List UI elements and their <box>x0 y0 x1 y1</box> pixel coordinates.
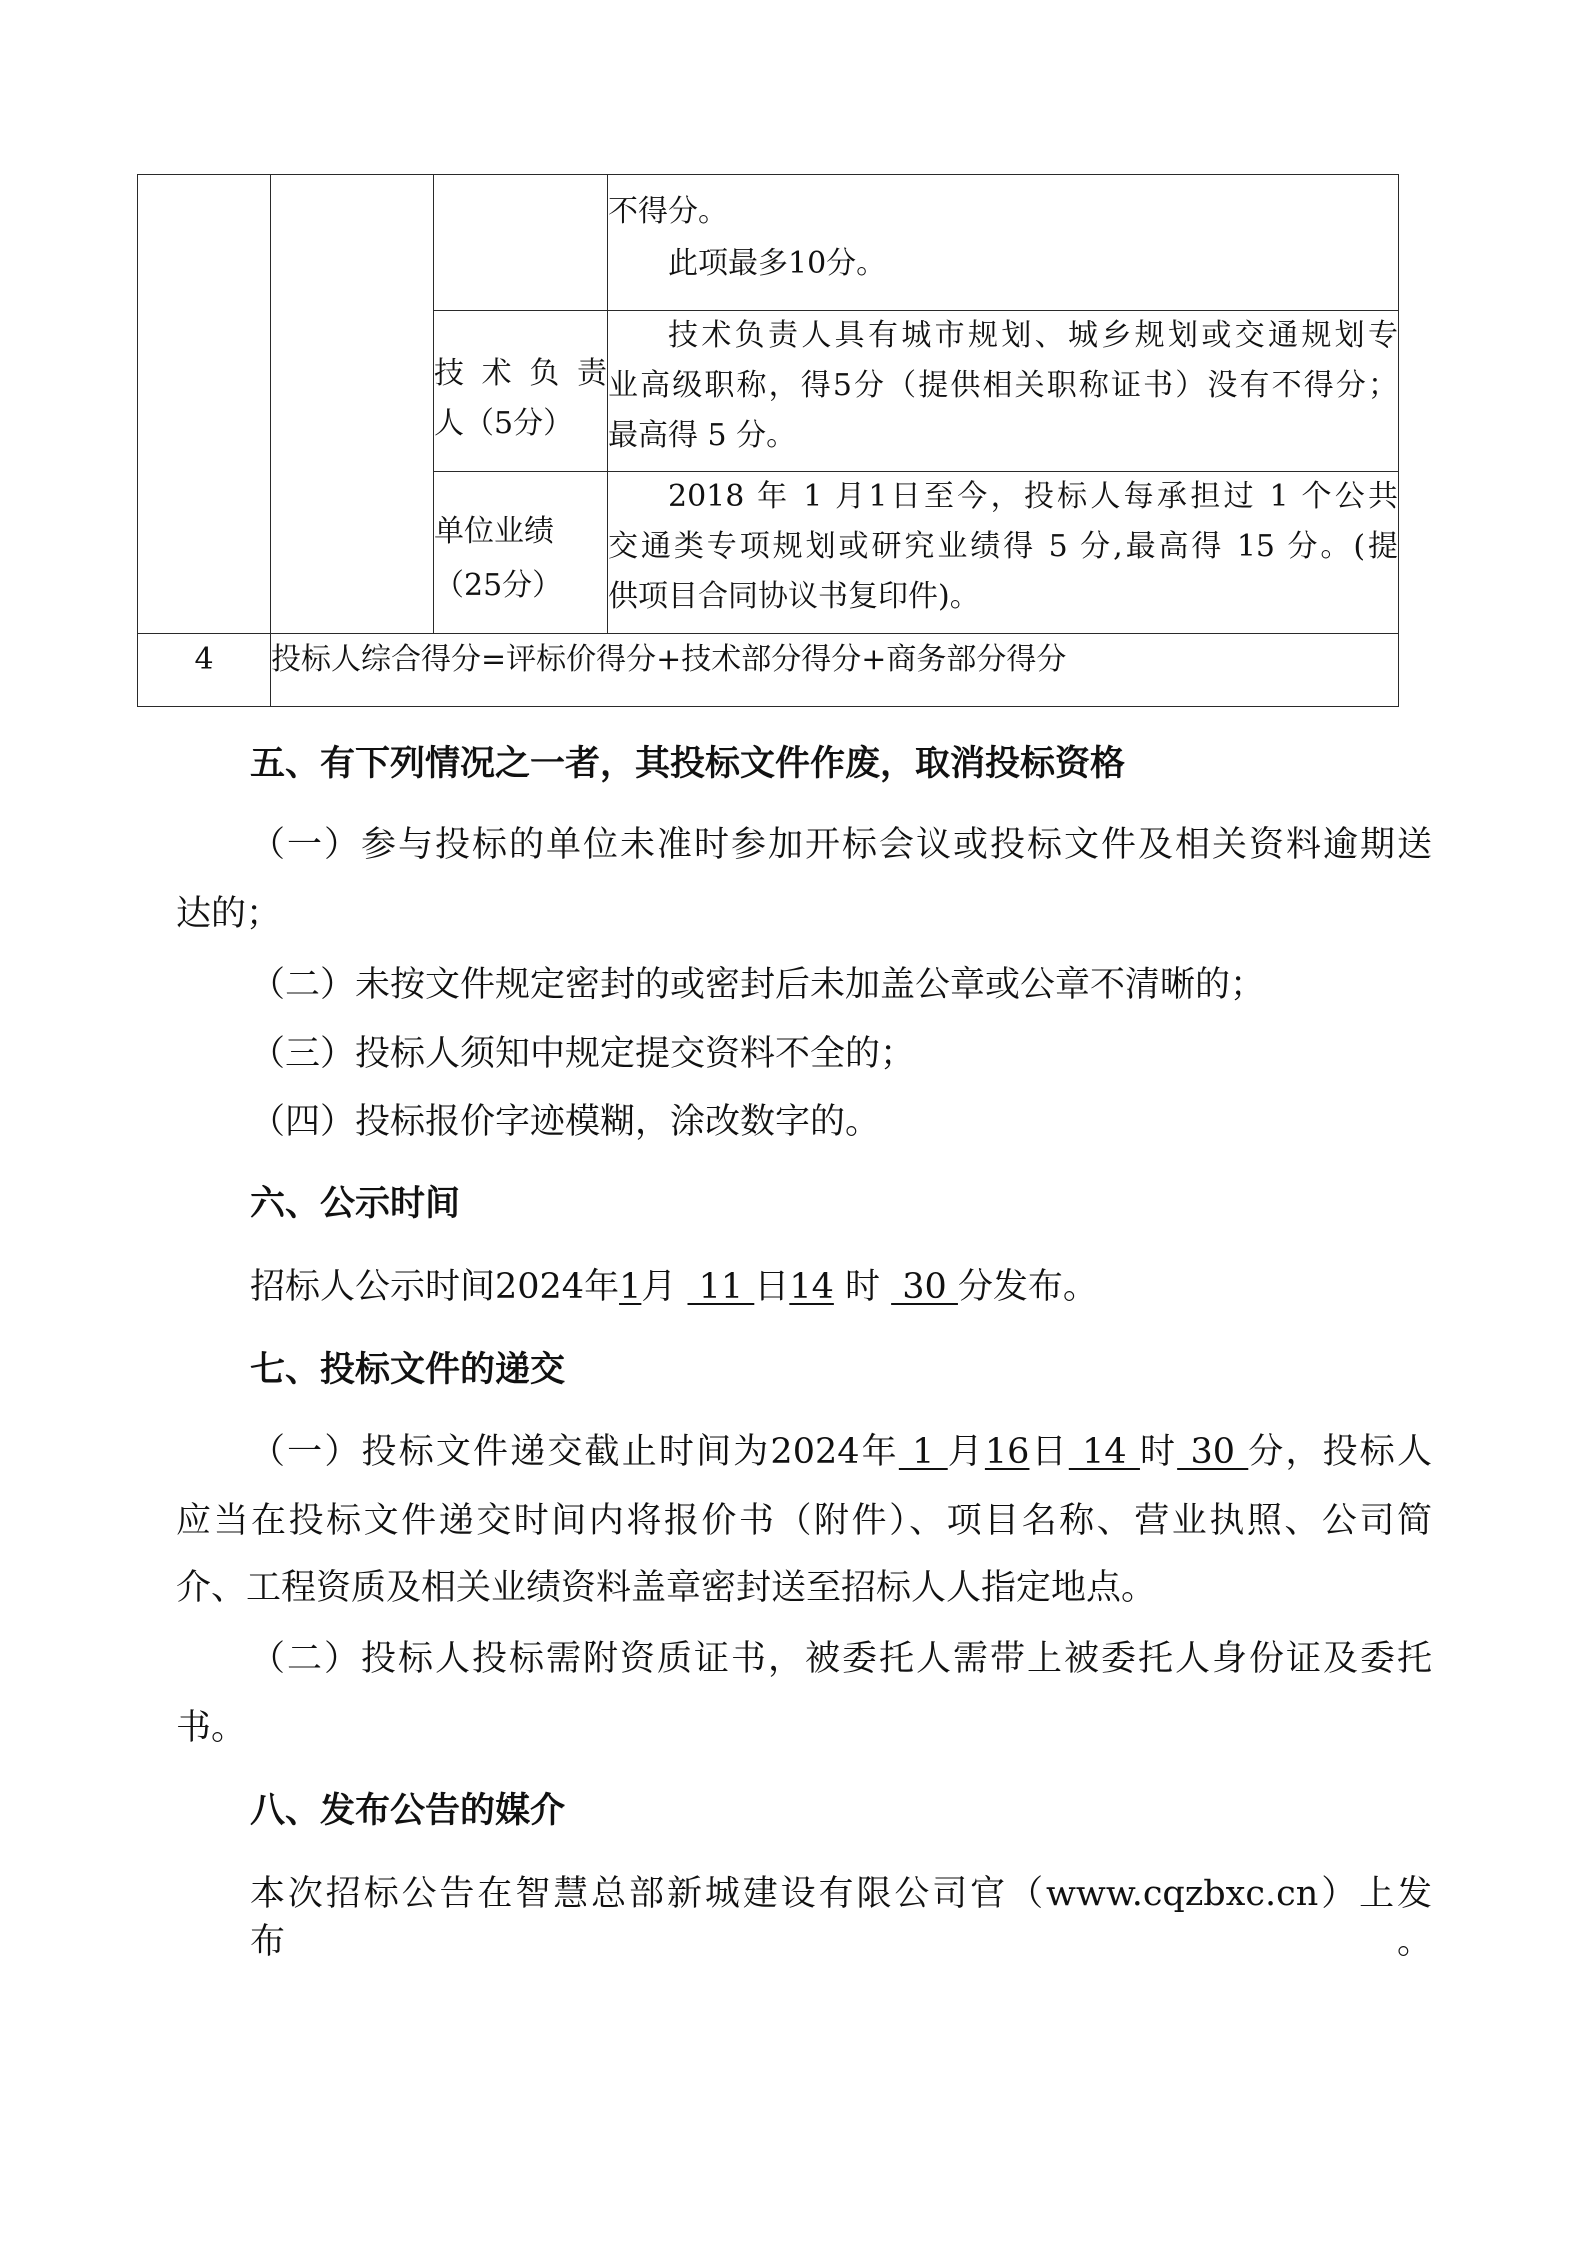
deadline-text: 分，投标人 <box>1248 1432 1432 1472</box>
detail-line: 业高级职称，得5分（提供相关职称证书）没有不得分； <box>608 368 1398 403</box>
section8-heading: 八、发布公告的媒介 <box>250 1790 566 1831</box>
detail-line: 不得分。 <box>608 194 728 229</box>
section5-item-line: （一）参与投标的单位未准时参加开标会议或投标文件及相关资料逾期送 <box>250 825 1432 865</box>
section5-heading: 五、有下列情况之一者，其投标文件作废，取消投标资格 <box>250 743 1126 784</box>
detail-line: 技术负责人具有城市规划、城乡规划或交通规划专 <box>668 318 1398 353</box>
deadline-day: 16 <box>984 1432 1030 1472</box>
detail-line: 交通类专项规划或研究业绩得 5 分,最高得 15 分。(提 <box>608 529 1398 564</box>
section5-item-line: （二）未按文件规定密封的或密封后未加盖公章或公章不清晰的； <box>250 965 1266 1005</box>
deadline-text: （一）投标文件递交截止时间为2024年 <box>250 1432 899 1472</box>
scoring-table <box>137 174 1399 707</box>
publish-month: 1 <box>619 1267 642 1307</box>
media-statement: 本次招标公告在智慧总部新城建设有限公司官（www.cqzbxc.cn）上发布。 <box>250 1874 1432 1962</box>
detail-line: 供项目合同协议书复印件)。 <box>608 579 980 614</box>
section5-item-line: 达的； <box>176 894 282 934</box>
section7-body-line: 书。 <box>176 1708 247 1748</box>
section7-body-line: 应当在投标文件递交时间内将报价书（附件）、项目名称、营业执照、公司简 <box>176 1501 1432 1541</box>
publish-time-line <box>250 1263 1432 1311</box>
criterion-cell <box>434 472 608 634</box>
detail-cell <box>608 175 1399 311</box>
section7-body-line: 介、工程资质及相关业绩资料盖章密封送至招标人人指定地点。 <box>176 1568 1157 1608</box>
deadline-line <box>250 1428 1432 1476</box>
table-row <box>138 175 1399 311</box>
section6-heading: 六、公示时间 <box>250 1183 461 1224</box>
row-number-cell <box>138 634 271 707</box>
criterion-line: （25分） <box>434 568 563 603</box>
deadline-text: 日 <box>1029 1432 1069 1472</box>
deadline-month: 1 <box>898 1432 948 1472</box>
total-row <box>138 634 1399 707</box>
detail-cell <box>608 472 1399 634</box>
deadline-text: 月 <box>947 1432 985 1472</box>
criterion-line: 人（5分） <box>434 406 574 441</box>
row-number: 4 <box>194 642 214 677</box>
section5-item-line: （四）投标报价字迹模糊，涂改数字的。 <box>250 1102 881 1142</box>
section5-item-line: （三）投标人须知中规定提交资料不全的； <box>250 1034 916 1074</box>
detail-line: 最高得 5 分。 <box>608 418 797 453</box>
deadline-hour: 14 <box>1068 1432 1140 1472</box>
total-formula: 投标人综合得分=评标价得分+技术部分得分+商务部分得分 <box>271 642 1067 677</box>
index-cell-empty <box>138 175 271 634</box>
criterion-line: 技术负责 <box>434 356 607 391</box>
publish-time-text: 时 <box>833 1267 892 1307</box>
criterion-line: 单位业绩 <box>434 514 554 549</box>
deadline-minute: 30 <box>1177 1432 1249 1472</box>
detail-cell <box>608 311 1399 472</box>
detail-line: 此项最多10分。 <box>668 246 887 281</box>
total-formula-cell <box>271 634 1399 707</box>
section7-heading: 七、投标文件的递交 <box>250 1349 566 1390</box>
publish-time-text: 月 <box>641 1267 688 1307</box>
criterion-cell-empty <box>434 175 608 311</box>
publish-time-text: 招标人公示时间2024年 <box>250 1267 620 1307</box>
publish-minute: 30 <box>891 1267 958 1307</box>
publish-time-text: 分发布。 <box>957 1267 1098 1307</box>
section7-body-line: （二）投标人投标需附资质证书，被委托人需带上被委托人身份证及委托 <box>250 1639 1432 1679</box>
criterion-cell <box>434 311 608 472</box>
publish-hour: 14 <box>789 1267 834 1307</box>
publish-time-text: 日 <box>754 1267 790 1307</box>
deadline-text: 时 <box>1139 1432 1178 1472</box>
publish-day: 11 <box>687 1267 755 1307</box>
detail-line: 2018 年 1 月1日至今，投标人每承担过 1 个公共 <box>668 479 1398 514</box>
category-cell-empty <box>271 175 434 634</box>
